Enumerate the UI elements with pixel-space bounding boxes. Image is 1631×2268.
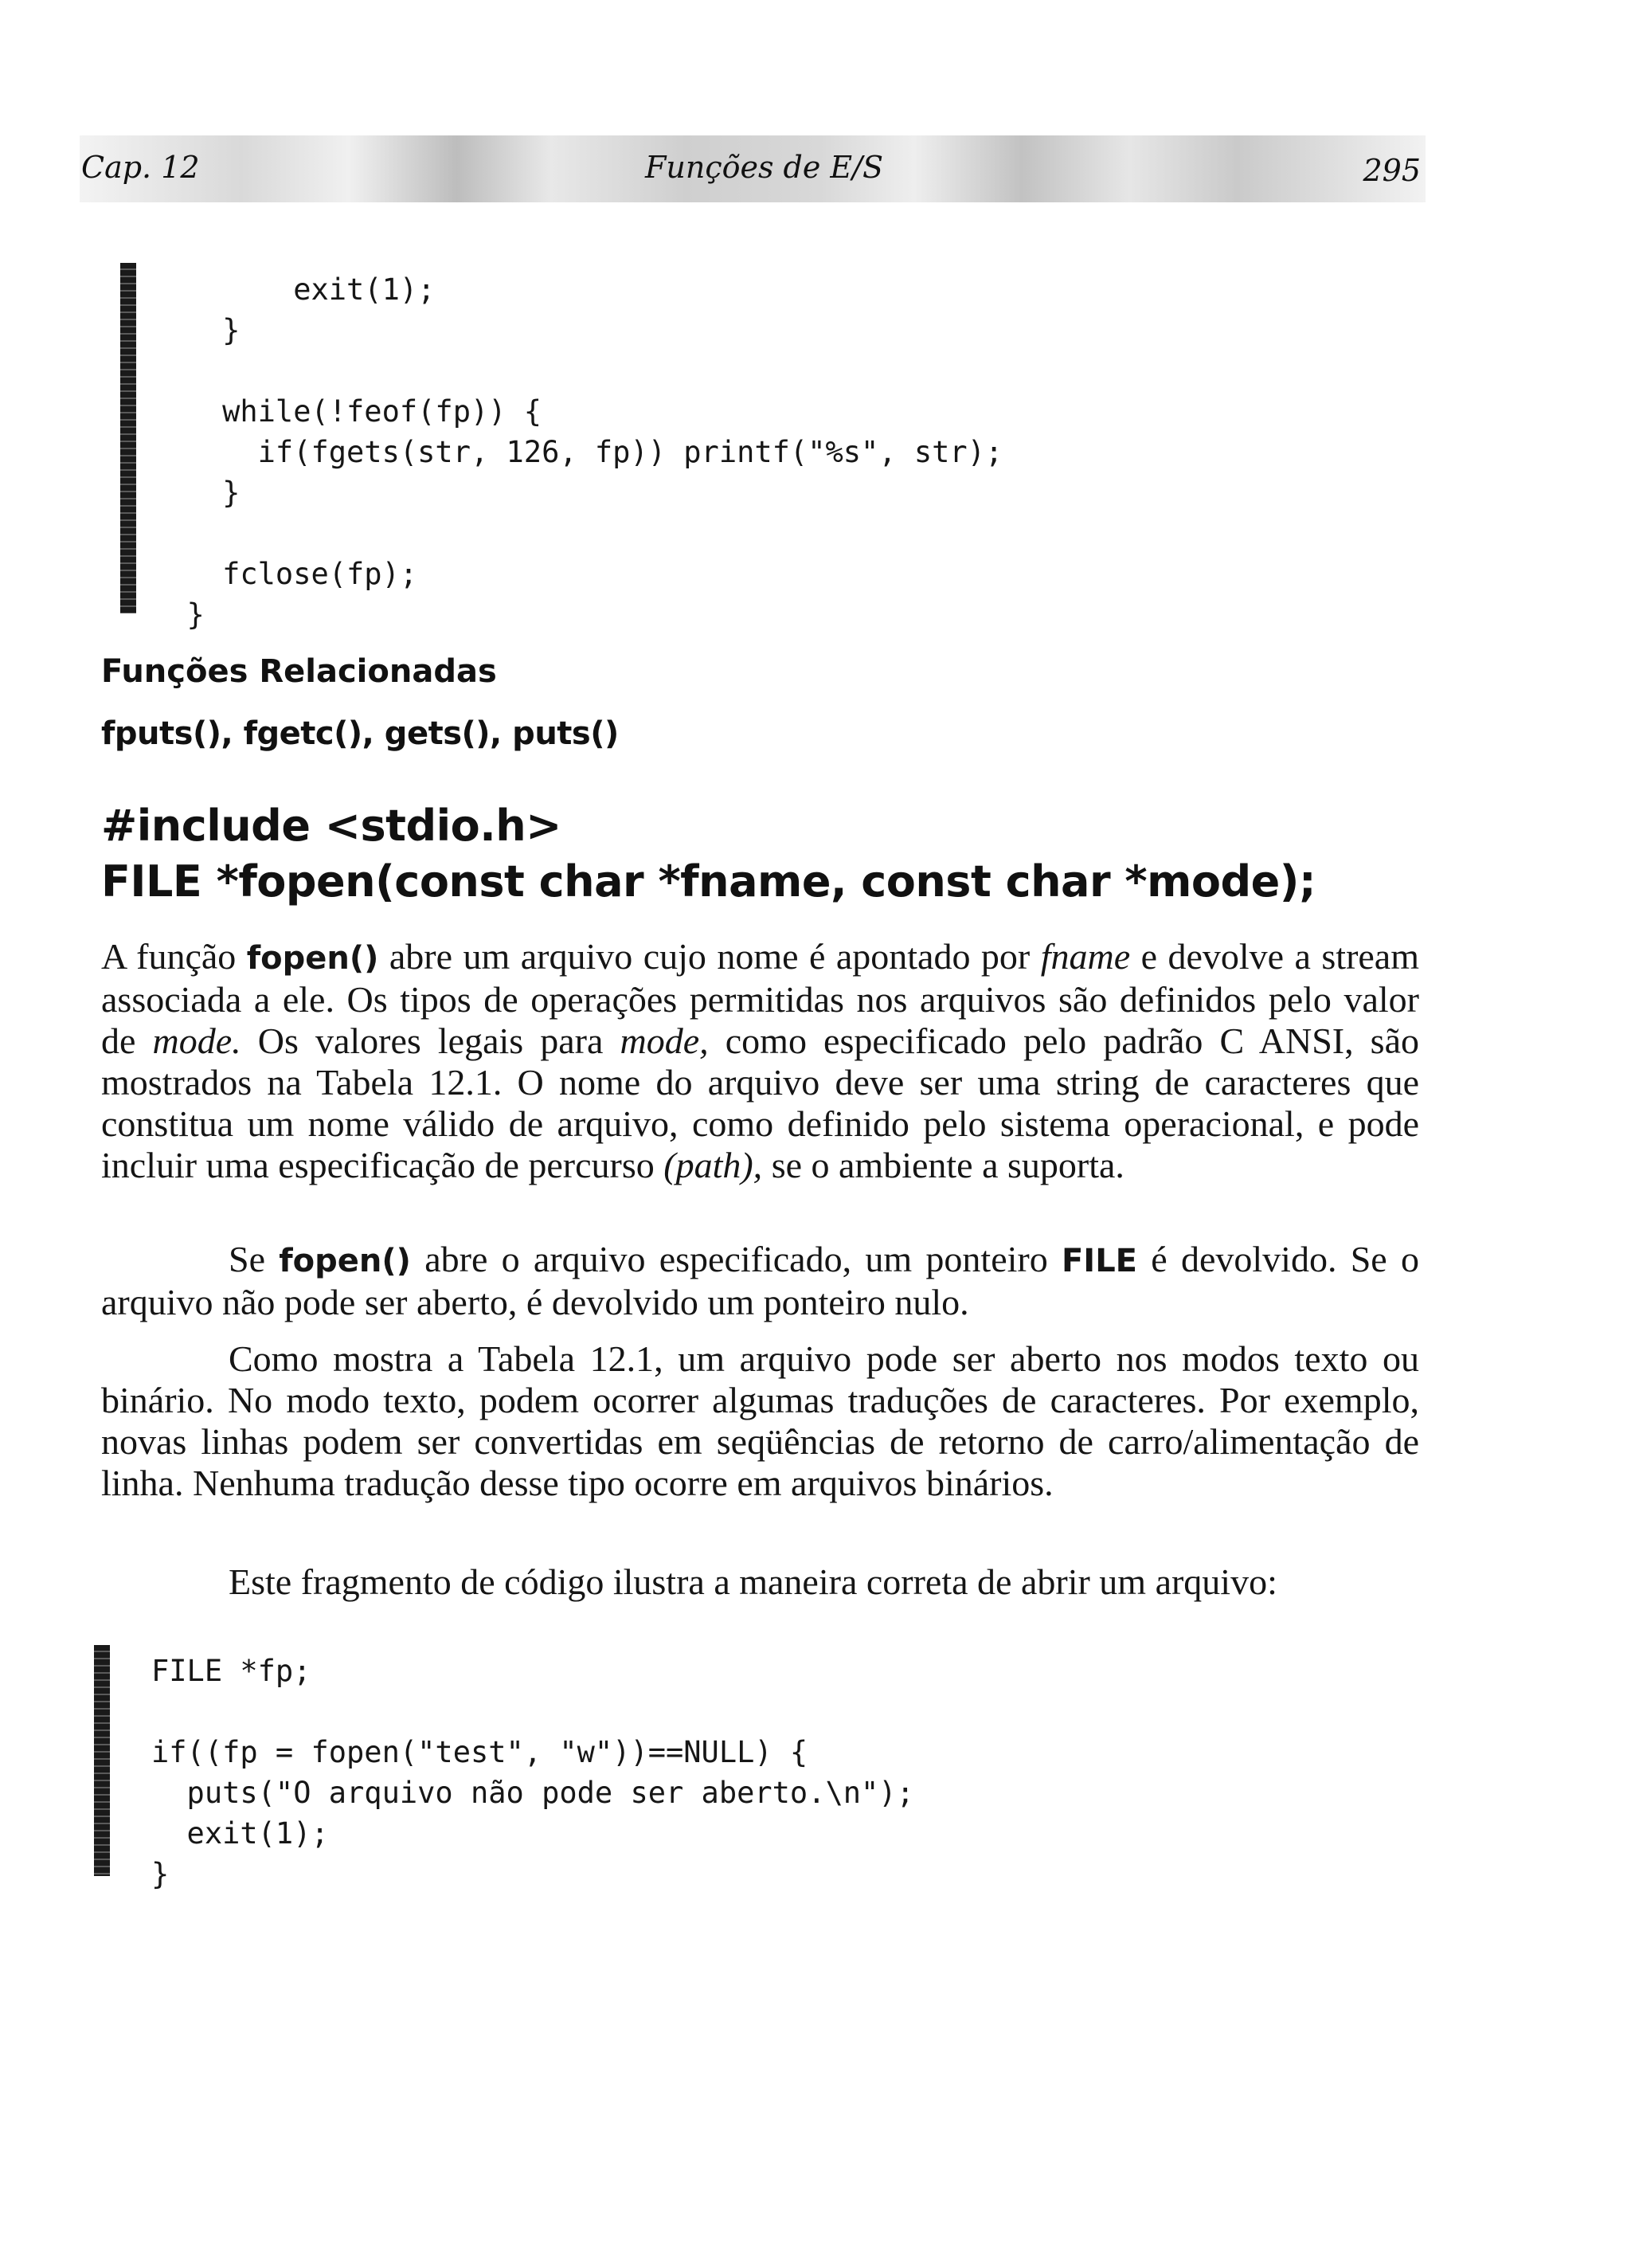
code-line: }	[151, 1857, 170, 1891]
parameter-name: mode.	[152, 1020, 241, 1061]
code-line: exit(1);	[151, 1816, 329, 1851]
parameter-name: mode,	[620, 1020, 709, 1061]
code-line: }	[151, 476, 241, 510]
text-run: é devolvido. Se o arquivo não pode ser aberto, é devolvido um ponteiro nulo.	[101, 1239, 1419, 1322]
code-line: FILE *fp;	[151, 1654, 311, 1688]
text-run: abre o arquivo especificado, um ponteiro	[410, 1239, 1062, 1279]
function-signature: FILE *fopen(const char *fname, const char *mode);	[101, 856, 1316, 907]
code-line: }	[151, 597, 205, 632]
type-name: FILE	[1061, 1243, 1138, 1279]
page-number: 295	[1363, 153, 1421, 188]
text-run: Se	[229, 1239, 280, 1279]
code-line: puts("O arquivo não pode ser aberto.\n");	[151, 1776, 914, 1810]
text-run: se o ambiente a suporta.	[762, 1145, 1124, 1185]
chapter-label: Cap. 12	[81, 150, 200, 185]
text-run: Os valores legais para	[241, 1020, 620, 1061]
text-run: A função	[101, 936, 247, 977]
term: (path),	[663, 1145, 763, 1185]
related-functions-heading: Funções Relacionadas	[101, 653, 497, 690]
code-margin-bar	[120, 263, 136, 613]
running-header	[80, 135, 1426, 202]
related-functions-list: fputs(), fgetc(), gets(), puts()	[101, 715, 619, 752]
text-run: abre um arquivo cujo nome é apontado por	[378, 936, 1041, 977]
code-line: while(!feof(fp)) {	[151, 394, 542, 429]
code-line: }	[151, 313, 241, 347]
function-name: fopen()	[279, 1243, 411, 1279]
text-run: como especificado pelo padrão C ANSI, são mostrados na Tabela 12.1. O nome do arquivo deve ser uma string de caracteres que constitua um nome válido de arquivo, como definido pelo sistema operacional, e pode incluir uma especificação de percurso	[101, 1020, 1420, 1185]
code-margin-bar	[94, 1645, 110, 1876]
text-run: e devolve a stream associada a ele. Os tipos de operações permitidas nos arquivos são definidos pelo valor de	[101, 936, 1419, 1061]
code-line: exit(1);	[151, 272, 436, 307]
paragraph	[101, 1239, 1419, 1323]
section-title: Funções de E/S	[645, 150, 884, 185]
code-line: fclose(fp);	[151, 557, 418, 591]
code-line: if(fgets(str, 126, fp)) printf("%s", str);	[151, 435, 1003, 469]
code-block	[151, 1651, 914, 1894]
paragraph: Este fragmento de código ilustra a maneira correta de abrir um arquivo:	[229, 1561, 1277, 1602]
include-directive: #include <stdio.h>	[101, 801, 561, 851]
paragraph: Como mostra a Tabela 12.1, um arquivo pode ser aberto nos modos texto ou binário. No modo texto, podem ocorrer algumas traduções de caracteres. Por exemplo, novas linhas podem ser convertidas em seqüências de retorno de carro/alimentação de linha. Nenhuma tradução desse tipo ocorre em arquivos binários.	[101, 1338, 1419, 1503]
paragraph	[101, 936, 1419, 1186]
code-line: if((fp = fopen("test", "w"))==NULL) {	[151, 1735, 808, 1769]
code-block	[151, 269, 1003, 635]
function-name: fopen()	[246, 940, 379, 977]
parameter-name: fname	[1040, 936, 1131, 977]
